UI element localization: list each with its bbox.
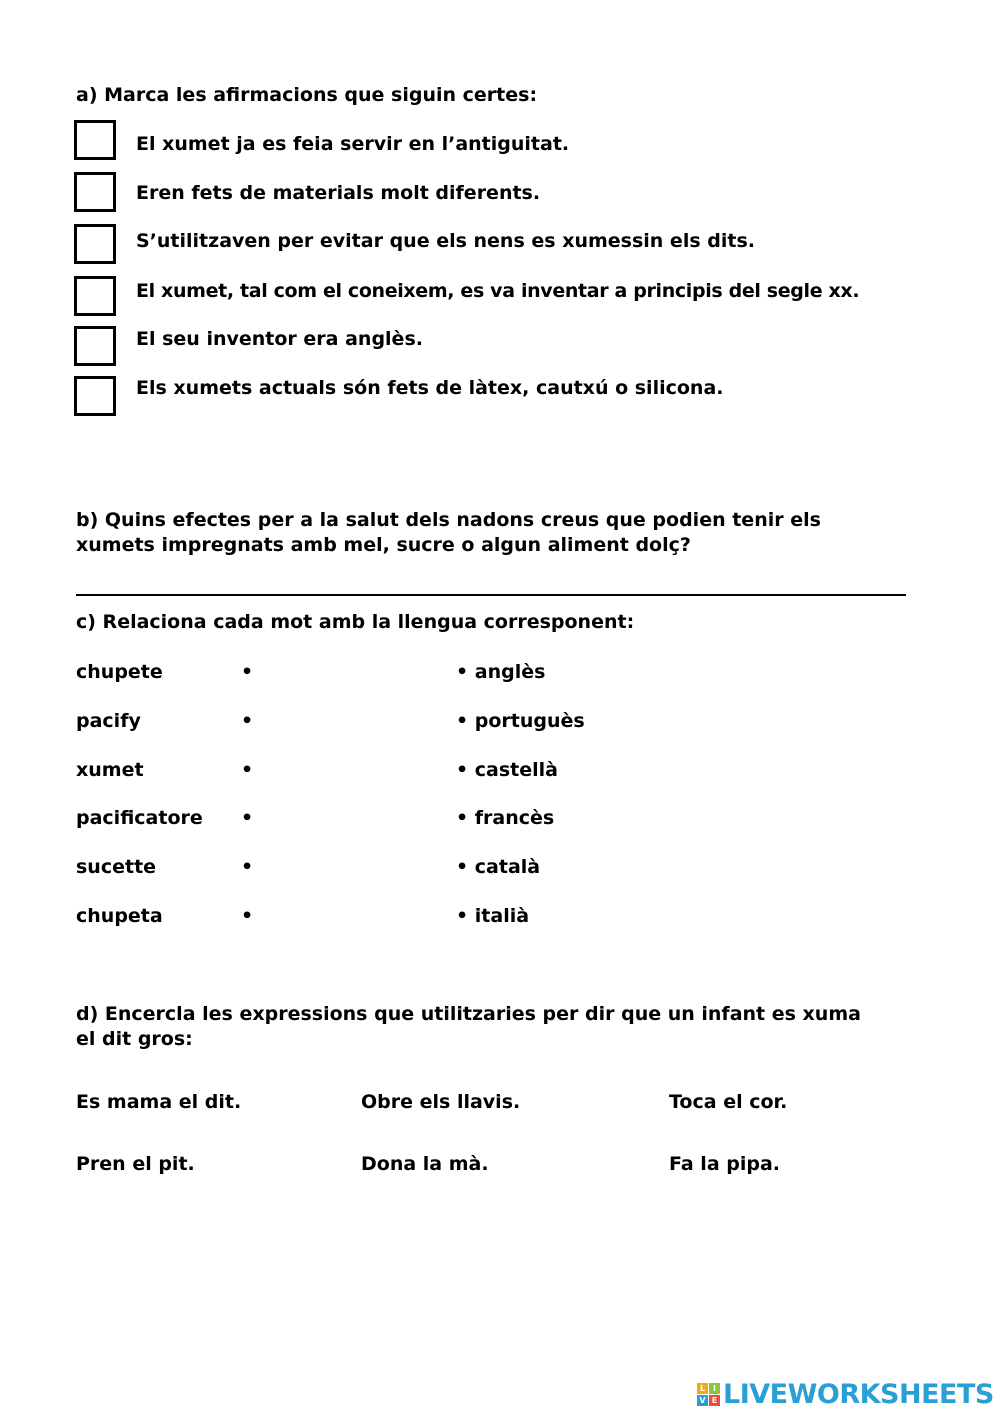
language-label: anglès — [474, 661, 546, 683]
language-label: portuguès — [474, 710, 585, 732]
match-dot-right[interactable]: • — [456, 661, 469, 683]
match-language — [456, 710, 585, 732]
match-dot-left[interactable]: • — [241, 759, 254, 781]
checkbox-2[interactable] — [74, 172, 116, 212]
match-word: xumet — [76, 759, 144, 781]
match-dot-left[interactable]: • — [241, 807, 254, 829]
match-dot-right[interactable]: • — [456, 759, 469, 781]
match-language — [456, 905, 529, 927]
statement-2: Eren fets de materials molt diferents. — [136, 182, 541, 204]
expression-option[interactable]: Fa la pipa. — [669, 1153, 781, 1175]
section-d-title-line2: el dit gros: — [76, 1028, 193, 1050]
match-dot-right[interactable]: • — [456, 807, 469, 829]
match-word: pacificatore — [76, 807, 203, 829]
statement-4: El xumet, tal com el coneixem, es va inventar a principis del segle xx. — [136, 280, 860, 302]
section-c-title: c) Relaciona cada mot amb la llengua corresponent: — [76, 611, 635, 633]
match-dot-right[interactable]: • — [456, 905, 469, 927]
logo-mark-letter: L — [697, 1383, 708, 1394]
match-language — [456, 661, 545, 683]
match-word: pacify — [76, 710, 141, 732]
match-word: chupete — [76, 661, 163, 683]
language-label: castellà — [474, 759, 558, 781]
match-word: chupeta — [76, 905, 163, 927]
match-language — [456, 856, 540, 878]
match-dot-right[interactable]: • — [456, 856, 469, 878]
checkbox-1[interactable] — [74, 120, 116, 160]
checkbox-5[interactable] — [74, 326, 116, 366]
match-dot-left[interactable]: • — [241, 905, 254, 927]
language-label: català — [474, 856, 541, 878]
match-language — [456, 807, 554, 829]
checkbox-6[interactable] — [74, 376, 116, 416]
match-language — [456, 759, 558, 781]
expression-option[interactable]: Pren el pit. — [76, 1153, 195, 1175]
checkbox-3[interactable] — [74, 224, 116, 264]
checkbox-4[interactable] — [74, 276, 116, 316]
statement-1: El xumet ja es feia servir en l’antiguitat. — [136, 133, 570, 155]
match-dot-left[interactable]: • — [241, 856, 254, 878]
match-dot-left[interactable]: • — [241, 661, 254, 683]
expression-option[interactable]: Es mama el dit. — [76, 1091, 242, 1113]
logo-mark-icon — [697, 1383, 720, 1406]
expression-option[interactable]: Toca el cor. — [669, 1091, 788, 1113]
logo-text: LIVEWORKSHEETS — [723, 1378, 994, 1410]
match-word: sucette — [76, 856, 157, 878]
language-label: francès — [474, 807, 555, 829]
match-dot-right[interactable]: • — [456, 710, 469, 732]
language-label: italià — [474, 905, 530, 927]
section-d-title-line1: d) Encercla les expressions que utilitzaries per dir que un infant es xuma — [76, 1003, 861, 1025]
logo-mark-letter: E — [709, 1395, 720, 1406]
match-dot-left[interactable]: • — [241, 710, 254, 732]
section-b-title-line1: b) Quins efectes per a la salut dels nadons creus que podien tenir els — [76, 509, 821, 531]
section-b-title-line2: xumets impregnats amb mel, sucre o algun aliment dolç? — [76, 534, 691, 556]
logo-mark-letter: I — [709, 1383, 720, 1394]
statement-3: S’utilitzaven per evitar que els nens es xumessin els dits. — [136, 230, 755, 252]
liveworksheets-logo — [697, 1378, 994, 1410]
statement-5: El seu inventor era anglès. — [136, 328, 423, 350]
expression-option[interactable]: Dona la mà. — [361, 1153, 489, 1175]
answer-line[interactable] — [76, 594, 906, 596]
statement-6: Els xumets actuals són fets de làtex, cautxú o silicona. — [136, 377, 724, 399]
logo-mark-letter: V — [697, 1395, 708, 1406]
expression-option[interactable]: Obre els llavis. — [361, 1091, 521, 1113]
section-a-title: a) Marca les afirmacions que siguin certes: — [76, 84, 538, 106]
